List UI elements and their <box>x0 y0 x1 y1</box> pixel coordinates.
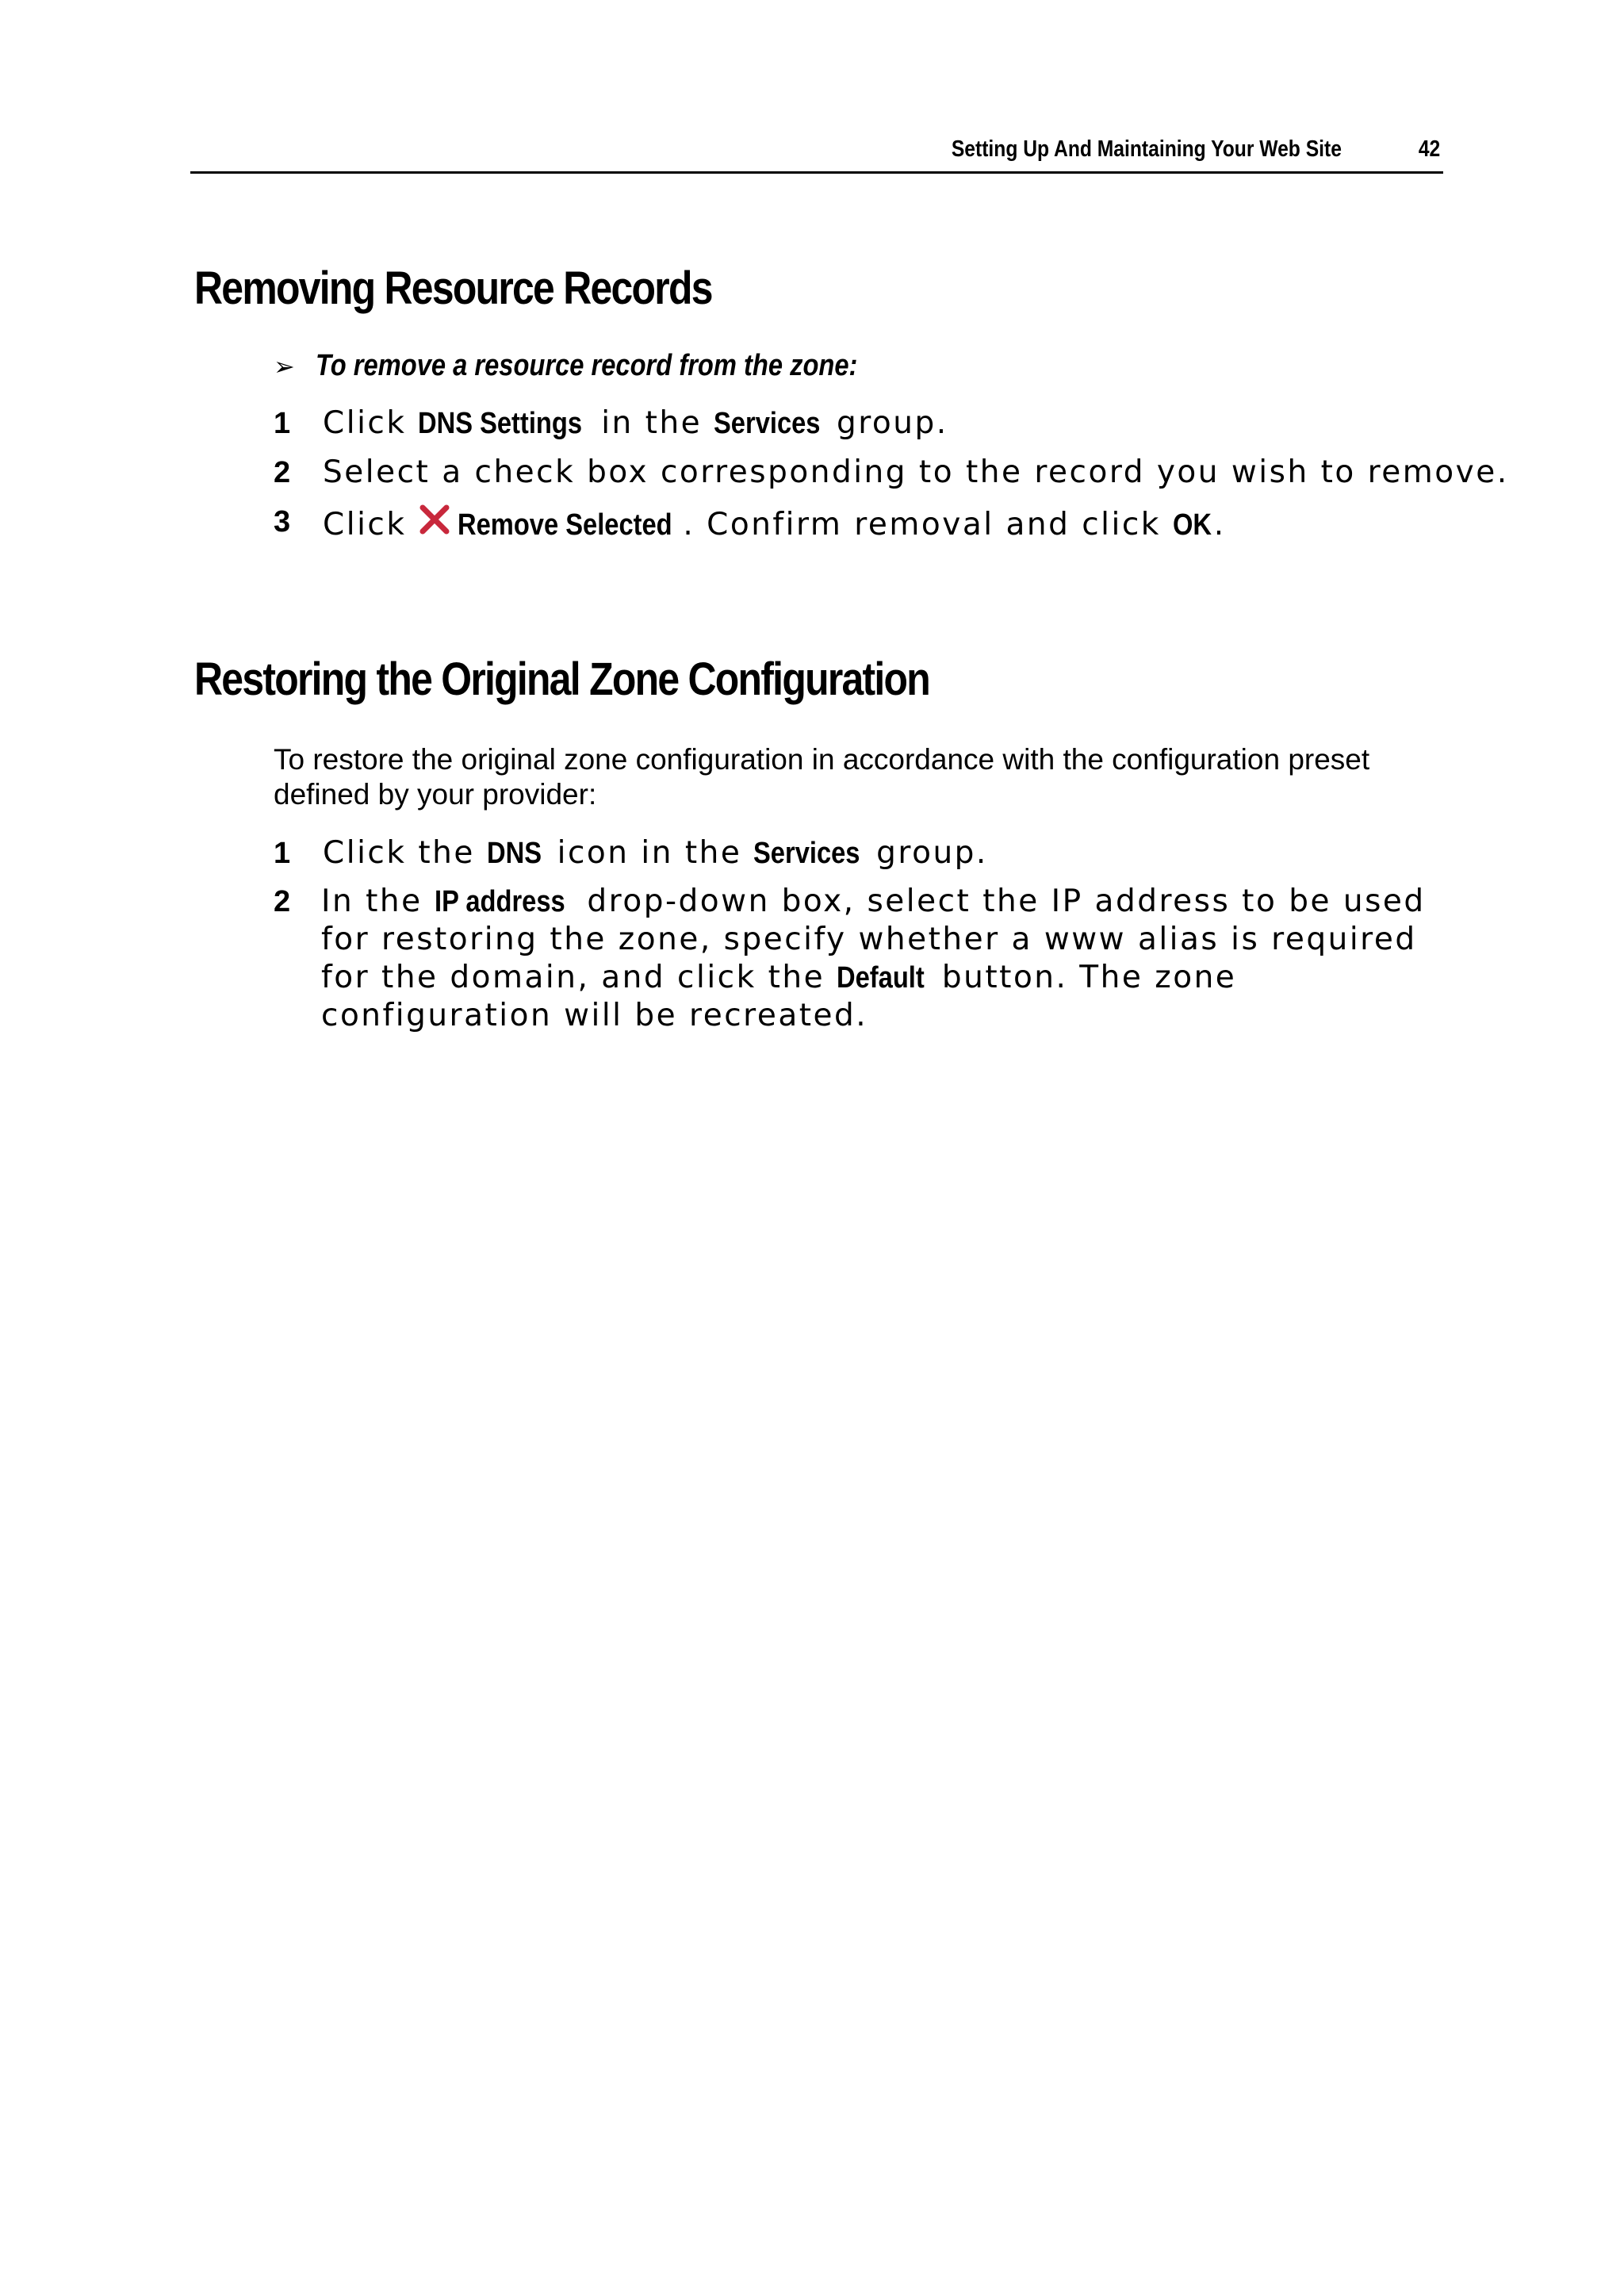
step-number: 3 <box>274 505 291 539</box>
step-text: In the IP address drop-down box, select the IP address to be used for restoring the zone, specify whether a www alias is required for the domain, and click the Default button. The zone configuration will be recreated. <box>321 884 1426 1033</box>
step-number: 1 <box>274 407 291 440</box>
procedure-title <box>274 349 946 383</box>
step-number: 2 <box>274 456 291 489</box>
ui-label-remove-selected: Remove Selected <box>458 508 672 542</box>
ui-label-ip-address: IP address <box>434 885 565 918</box>
section-heading-removing-resource-records: Removing Resource Records <box>194 263 712 314</box>
ui-label-services: Services <box>714 407 821 440</box>
ui-label-dns-settings: DNS Settings <box>418 407 583 440</box>
procedure-title-text: To remove a resource record from the zone: <box>315 349 858 382</box>
ui-label-dns: DNS <box>486 837 542 870</box>
running-header <box>190 133 1443 174</box>
arrow-bullet-icon: ➢ <box>274 351 295 381</box>
step-2 <box>274 883 1431 1035</box>
step-text: Click the DNS icon in the Services group. <box>323 835 988 871</box>
section-heading-restoring-zone-configuration: Restoring the Original Zone Configuration <box>194 654 930 705</box>
step-number: 2 <box>274 885 291 918</box>
step-number: 1 <box>274 837 291 870</box>
remove-x-icon <box>418 503 451 536</box>
intro-paragraph: To restore the original zone configuration in accordance with the configuration preset defined by your provider: <box>274 743 1370 811</box>
page-number: 42 <box>1418 136 1440 162</box>
step-text: Click Remove Selected . Confirm removal and click OK. <box>323 503 1226 544</box>
ui-label-default: Default <box>836 961 925 995</box>
running-header-title: Setting Up And Maintaining Your Web Site <box>951 136 1342 162</box>
ui-label-ok: OK <box>1172 508 1212 542</box>
step-text: Click DNS Settings in the Services group. <box>323 405 948 441</box>
ui-label-services: Services <box>753 837 860 870</box>
step-text: Select a check box corresponding to the record you wish to remove. <box>323 454 1509 490</box>
